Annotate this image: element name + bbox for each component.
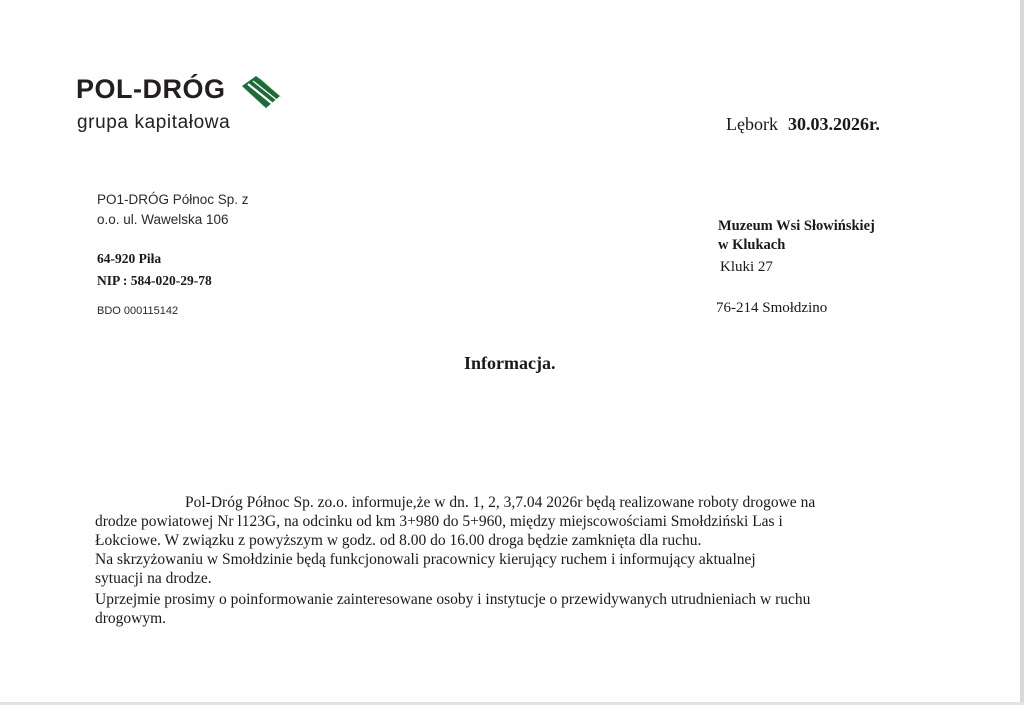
date-city: Lębork <box>726 114 778 134</box>
body-line: Na skrzyżowaniu w Smołdzinie będą funkcjonowali pracownicy kierujący ruchem i informujący aktualnej <box>95 551 756 568</box>
document-title: Informacja. <box>464 353 556 373</box>
body-line: drogowym. <box>95 610 167 627</box>
road-diamond-icon <box>236 74 286 114</box>
date-value: 30.03.2026r. <box>787 114 880 134</box>
logo-title: POL-DRÓG <box>76 74 226 104</box>
body-line: sytuacji na drodze. <box>95 570 212 587</box>
letter-date <box>726 114 880 135</box>
sender-line-1: PO1-DRÓG Północ Sp. z <box>97 192 249 207</box>
body-line: drodze powiatowej Nr l123G, na odcinku od km 3+980 do 5+960, między miejscowościami Smołdziński Las i <box>95 513 783 530</box>
recipient-name-line-2: w Klukach <box>718 237 786 253</box>
sender-line-2: o.o. ul. Wawelska 106 <box>97 212 229 227</box>
body-line: Uprzejmie prosimy o poinformowanie zainteresowane osoby i instytucje o przewidywanych utrudnieniach w ruchu <box>95 591 811 608</box>
page-edge-right <box>1020 0 1024 705</box>
logo-subtitle: grupa kapitałowa <box>77 112 231 133</box>
recipient-postal: 76-214 Smołdzino <box>716 300 828 316</box>
body-line: Pol-Dróg Północ Sp. zo.o. informuje,że w dn. 1, 2, 3,7.04 2026r będą realizowane roboty drogowe na <box>185 494 816 511</box>
sender-city: 64-920 Piła <box>97 251 162 266</box>
sender-bdo: BDO 000115142 <box>97 305 179 317</box>
body-line: Łokciowe. W związku z powyższym w godz. od 8.00 do 16.00 droga będzie zamknięta dla ruchu. <box>95 532 702 549</box>
recipient-name-line-1: Muzeum Wsi Słowińskiej <box>718 218 875 234</box>
company-logo <box>76 74 306 140</box>
sender-nip: NIP : 584-020-29-78 <box>97 273 212 288</box>
recipient-street: Kluki 27 <box>720 259 773 275</box>
